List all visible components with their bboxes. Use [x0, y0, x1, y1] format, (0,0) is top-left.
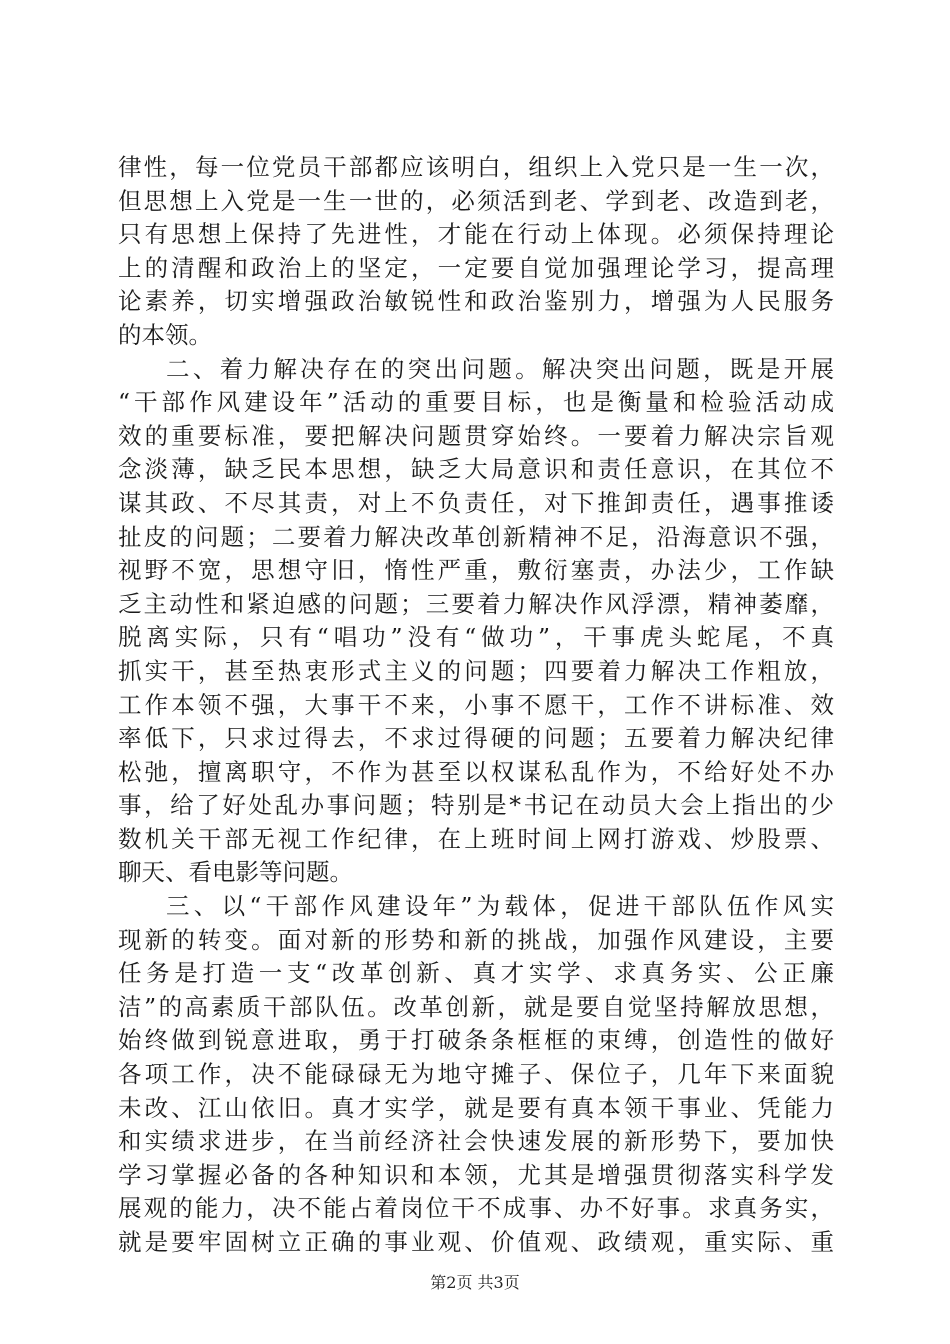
text-line: 扯皮的问题；二要着力解决改革创新精神不足，沿海意识不强， [118, 522, 834, 551]
text-line: 洁”的高素质干部队伍。改革创新，就是要自觉坚持解放思想， [118, 992, 834, 1021]
text-line: 二、着力解决存在的突出问题。解决突出问题，既是开展 [166, 354, 834, 383]
text-line: 视野不宽，思想守旧，惰性严重，敷衍塞责，办法少，工作缺 [118, 556, 834, 585]
text-line: 律性，每一位党员干部都应该明白，组织上入党只是一生一次， [118, 153, 834, 181]
text-line: 展观的能力，决不能占着岗位干不成事、办不好事。求真务实， [118, 1194, 834, 1223]
text-line: 的本领。 [118, 320, 212, 349]
text-line: 事，给了好处乱办事问题；特别是*书记在动员大会上指出的少 [118, 791, 834, 820]
text-line: 只有思想上保持了先进性，才能在行动上体现。必须保持理论 [118, 220, 834, 249]
text-line: 未改、江山依旧。真才实学，就是要有真本领干事业、凭能力 [118, 1093, 834, 1122]
body-text [118, 151, 834, 1260]
text-line: 论素养，切实增强政治敏锐性和政治鉴别力，增强为人民服务 [118, 287, 834, 316]
text-line: 工作本领不强，大事干不来，小事不愿干，工作不讲标准、效 [118, 690, 834, 719]
text-line: 率低下，只求过得去，不求过得硬的问题；五要着力解决纪律 [118, 724, 834, 753]
text-line: 始终做到锐意进取，勇于打破条条框框的束缚，创造性的做好 [118, 1026, 834, 1055]
text-line: 上的清醒和政治上的坚定，一定要自觉加强理论学习，提高理 [118, 253, 834, 282]
text-line: 各项工作，决不能碌碌无为地守摊子、保位子，几年下来面貌 [118, 1060, 834, 1089]
text-line: “干部作风建设年”活动的重要目标，也是衡量和检验活动成 [118, 388, 834, 417]
text-line: 但思想上入党是一生一世的，必须活到老、学到老、改造到老， [118, 186, 834, 215]
text-line: 脱离实际，只有“唱功”没有“做功”，干事虎头蛇尾，不真 [118, 623, 834, 652]
text-line: 任务是打造一支“改革创新、真才实学、求真务实、公正廉 [118, 959, 834, 988]
text-line: 谋其政、不尽其责，对上不负责任，对下推卸责任，遇事推诿 [118, 488, 834, 517]
text-line: 和实绩求进步，在当前经济社会快速发展的新形势下，要加快 [118, 1127, 834, 1156]
text-line: 聊天、看电影等问题。 [118, 858, 353, 887]
text-line: 三、以“干部作风建设年”为载体，促进干部队伍作风实 [166, 892, 834, 921]
text-line: 乏主动性和紧迫感的问题；三要着力解决作风浮漂，精神萎靡， [118, 589, 834, 618]
text-line: 学习掌握必备的各种知识和本领，尤其是增强贯彻落实科学发 [118, 1160, 834, 1189]
text-line: 数机关干部无视工作纪律，在上班时间上网打游戏、炒股票、 [118, 824, 834, 853]
text-line: 抓实干，甚至热衷形式主义的问题；四要着力解决工作粗放， [118, 656, 834, 685]
text-line: 现新的转变。面对新的形势和新的挑战，加强作风建设，主要 [118, 925, 834, 954]
page-footer: 第2页 共3页 [430, 1273, 520, 1292]
text-line: 效的重要标准，要把解决问题贯穿始终。一要着力解决宗旨观 [118, 421, 834, 450]
text-line: 松弛，擅离职守，不作为甚至以权谋私乱作为，不给好处不办 [118, 757, 834, 786]
text-line: 就是要牢固树立正确的事业观、价值观、政绩观，重实际、重 [118, 1228, 834, 1256]
text-line: 念淡薄，缺乏民本思想，缺乏大局意识和责任意识，在其位不 [118, 455, 834, 484]
